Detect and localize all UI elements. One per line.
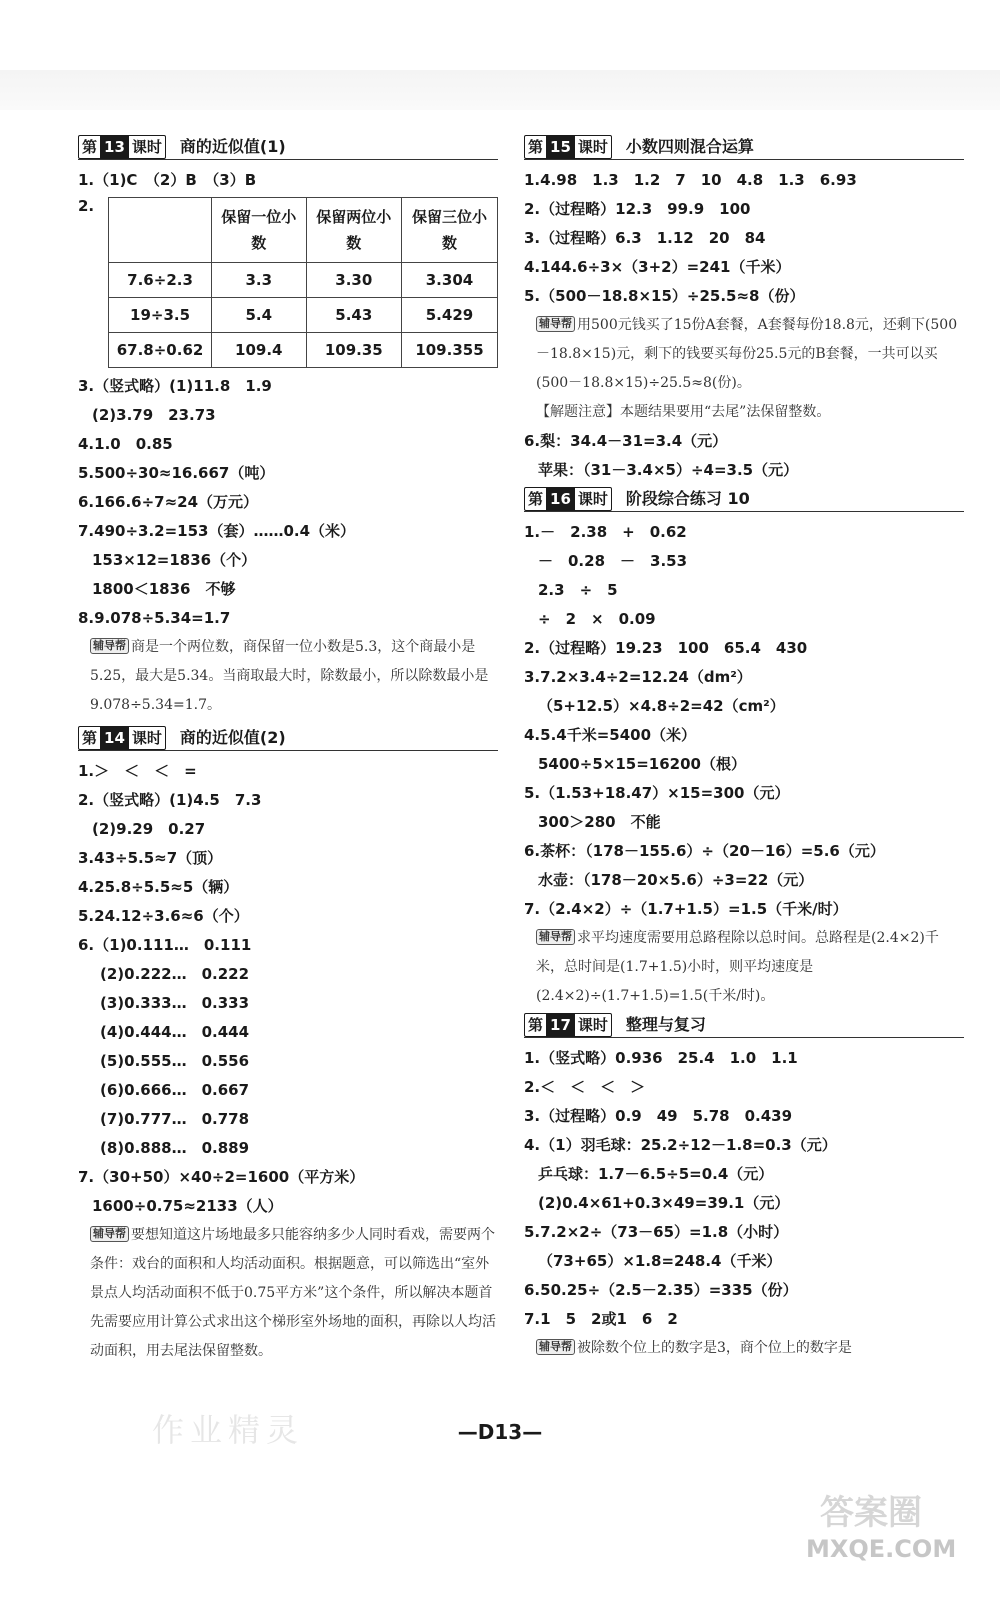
badge-prefix: 第 xyxy=(528,490,544,508)
answer-line: (4)0.444… 0.444 xyxy=(100,1023,250,1041)
answer-line: 6.50.25÷（2.5－2.35）=335（份） xyxy=(524,1281,798,1299)
answer-line: ÷ 2 × 0.09 xyxy=(538,610,656,628)
lesson13-header xyxy=(78,133,498,160)
lesson16-title: 阶段综合练习 10 xyxy=(625,489,750,508)
answer-line: 4.5.4千米=5400（米） xyxy=(524,726,697,744)
badge-number: 15 xyxy=(546,136,575,158)
lesson15-title: 小数四则混合运算 xyxy=(625,137,754,156)
lesson14-header xyxy=(78,724,498,751)
top-shadow-band xyxy=(0,70,1000,110)
badge-prefix: 第 xyxy=(82,729,98,747)
answer-line: (2)3.79 23.73 xyxy=(92,406,216,424)
answer-line: (3)0.333… 0.333 xyxy=(100,994,250,1012)
lesson14-title: 商的近似值(2) xyxy=(179,728,286,747)
answer-line: 1.（竖式略）0.936 25.4 1.0 1.1 xyxy=(524,1049,798,1067)
page-number: —D13— xyxy=(457,1420,543,1444)
answer-line: 乒乓球：1.7－6.5÷5=0.4（元） xyxy=(538,1165,774,1183)
answer-line: 2.＜ ＜ ＜ ＞ xyxy=(524,1078,646,1096)
answer-line: (2)9.29 0.27 xyxy=(92,820,206,838)
badge-prefix: 第 xyxy=(528,138,544,156)
tutor-note xyxy=(78,1221,498,1366)
answer-line: 4.（1）羽毛球：25.2÷12－1.8=0.3（元） xyxy=(524,1136,837,1154)
tutor-note-text: 要想知道这片场地最多只能容纳多少人同时看戏，需要两个条件：戏台的面积和人均活动面积。根据题意，可以筛选出“室外景点人均活动面积不低于0.75平方米”这个条件，所以解决本题首先需要应用计算公式求出这个梯形室外场地的面积，再除以人均活动面积，用去尾法保留整数。 xyxy=(90,1227,496,1359)
lesson17-title: 整理与复习 xyxy=(625,1015,706,1034)
answer-line: 苹果：（31－3.4×5）÷4=3.5（元） xyxy=(538,461,799,479)
table-header-cell: 保留一位小数 xyxy=(211,198,306,263)
table-row xyxy=(109,333,498,368)
lesson15-badge xyxy=(524,135,612,159)
lesson16-badge xyxy=(524,487,612,511)
answer-line: (2)0.4×61+0.3×49=39.1（元） xyxy=(538,1194,790,1212)
answer-line: 5400÷5×15=16200（根） xyxy=(538,755,746,773)
table-cell: 3.30 xyxy=(306,263,401,298)
answer-line: 7.490÷3.2=153（套）……0.4（米） xyxy=(78,522,356,540)
answer-line: （73+65）×1.8=248.4（千米） xyxy=(538,1252,782,1270)
answer-line: 水壶：（178－20×5.6）÷3=22（元） xyxy=(538,871,814,889)
answer-line: 7.（30+50）×40÷2=1600（平方米） xyxy=(78,1168,365,1186)
answer-line: 7.1 5 2或1 6 2 xyxy=(524,1310,678,1328)
answer-line: 1.（1)C （2）B （3）B xyxy=(78,171,257,189)
table-cell: 67.8÷0.62 xyxy=(109,333,212,368)
tutor-note-text: 被除数个位上的数字是3，商个位上的数字是 xyxy=(577,1340,852,1356)
badge-suffix: 课时 xyxy=(577,138,608,156)
table-cell: 109.35 xyxy=(306,333,401,368)
answer-line: (8)0.888… 0.889 xyxy=(100,1139,250,1157)
table-cell-empty xyxy=(109,198,212,263)
tutor-tag: 辅导帮 xyxy=(536,929,575,945)
answer-line: 6.（1)0.111… 0.111 xyxy=(78,936,252,954)
badge-suffix: 课时 xyxy=(577,490,608,508)
answer-label: 2. xyxy=(78,197,95,215)
answer-line: 6.茶杯：（178－155.6）÷（20－16）=5.6（元） xyxy=(524,842,885,860)
answer-line: 8.9.078÷5.34=1.7 xyxy=(78,609,231,627)
answer-line: 4.1.0 0.85 xyxy=(78,435,173,453)
tutor-note xyxy=(524,924,964,1011)
table-cell: 19÷3.5 xyxy=(109,298,212,333)
answer-line: 3.（竖式略）(1)11.8 1.9 xyxy=(78,377,272,395)
answer-table-block xyxy=(78,195,498,372)
tutor-tag: 辅导帮 xyxy=(90,638,129,654)
badge-prefix: 第 xyxy=(528,1016,544,1034)
lesson17-header xyxy=(524,1011,964,1038)
answer-line: 1600÷0.75≈2133（人） xyxy=(92,1197,283,1215)
badge-number: 16 xyxy=(546,488,575,510)
tutor-note-text: 求平均速度需要用总路程除以总时间。总路程是(2.4×2)千米，总时间是(1.7+1.5)小时，则平均速度是(2.4×2)÷(1.7+1.5)=1.5(千米/时)。 xyxy=(536,930,939,1004)
site-url-watermark: MXQE.COM xyxy=(806,1535,957,1563)
lesson16-header xyxy=(524,485,964,512)
tutor-tag: 辅导帮 xyxy=(536,1339,575,1355)
tutor-tag: 辅导帮 xyxy=(90,1226,129,1242)
answer-line: (2)0.222… 0.222 xyxy=(100,965,250,983)
answer-line: － 0.28 － 3.53 xyxy=(538,552,688,570)
answer-line: 4.25.8÷5.5≈5（辆） xyxy=(78,878,239,896)
answer-line: 1.－ 2.38 + 0.62 xyxy=(524,523,687,541)
tutor-note-text: 商是一个两位数，商保留一位小数是5.3，这个商最小是5.25，最大是5.34。当商取最大时，除数最小，所以除数最小是9.078÷5.34=1.7。 xyxy=(90,639,489,713)
table-header-cell: 保留三位小数 xyxy=(401,198,497,263)
answer-line: (7)0.777… 0.778 xyxy=(100,1110,250,1128)
answer-line: 2.（过程略）19.23 100 65.4 430 xyxy=(524,639,808,657)
lesson13-badge xyxy=(78,135,166,159)
answer-line: 1.＞ ＜ ＜ = xyxy=(78,762,197,780)
answer-line: 2.（竖式略）(1)4.5 7.3 xyxy=(78,791,262,809)
answer-line: 7.（2.4×2）÷（1.7+1.5）=1.5（千米/时） xyxy=(524,900,848,918)
answer-line: 4.144.6÷3×（3+2）=241（千米） xyxy=(524,258,791,276)
left-column xyxy=(78,133,498,1366)
site-logo-watermark: 答案圈 xyxy=(820,1493,922,1533)
table-header-cell: 保留两位小数 xyxy=(306,198,401,263)
answer-line: 5.24.12÷3.6≈6（个） xyxy=(78,907,249,925)
answer-line: 3.43÷5.5≈7（顶） xyxy=(78,849,223,867)
answer-line: 1800＜1836 不够 xyxy=(92,580,236,598)
table-cell: 5.4 xyxy=(211,298,306,333)
right-column xyxy=(524,133,964,1363)
badge-suffix: 课时 xyxy=(131,138,162,156)
badge-number: 17 xyxy=(546,1014,575,1036)
answer-line: (5)0.555… 0.556 xyxy=(100,1052,250,1070)
approx-table xyxy=(108,197,498,368)
answer-line: 5.（1.53+18.47）×15=300（元） xyxy=(524,784,790,802)
tutor-note xyxy=(78,633,498,720)
table-row xyxy=(109,263,498,298)
badge-suffix: 课时 xyxy=(577,1016,608,1034)
table-cell: 109.4 xyxy=(211,333,306,368)
answer-line: 6.166.6÷7≈24（万元） xyxy=(78,493,259,511)
answer-line: 3.（过程略）0.9 49 5.78 0.439 xyxy=(524,1107,793,1125)
table-cell: 109.355 xyxy=(401,333,497,368)
answer-line: 5.（500－18.8×15）÷25.5≈8（份） xyxy=(524,287,805,305)
lesson13-title: 商的近似值(1) xyxy=(179,137,286,156)
answer-line: 5.7.2×2÷（73－65）=1.8（小时） xyxy=(524,1223,789,1241)
answer-line: 5.500÷30≈16.667（吨） xyxy=(78,464,275,482)
tutor-note xyxy=(524,311,964,398)
lesson15-header xyxy=(524,133,964,160)
table-cell: 3.3 xyxy=(211,263,306,298)
badge-number: 14 xyxy=(100,727,129,749)
answer-line: 2.3 ÷ 5 xyxy=(538,581,618,599)
table-cell: 7.6÷2.3 xyxy=(109,263,212,298)
answer-line: 3.（过程略）6.3 1.12 20 84 xyxy=(524,229,766,247)
lesson17-badge xyxy=(524,1013,612,1037)
answer-line: 2.（过程略）12.3 99.9 100 xyxy=(524,200,751,218)
badge-suffix: 课时 xyxy=(131,729,162,747)
solving-note: 【解题注意】本题结果要用“去尾”法保留整数。 xyxy=(536,404,831,420)
table-cell: 5.43 xyxy=(306,298,401,333)
answer-line: 1.4.98 1.3 1.2 7 10 4.8 1.3 6.93 xyxy=(524,171,857,189)
lesson14-badge xyxy=(78,726,166,750)
table-row xyxy=(109,298,498,333)
answer-line: 3.7.2×3.4÷2=12.24（dm²） xyxy=(524,668,752,686)
badge-prefix: 第 xyxy=(82,138,98,156)
badge-number: 13 xyxy=(100,136,129,158)
table-cell: 3.304 xyxy=(401,263,497,298)
tutor-note xyxy=(524,1334,964,1363)
table-cell: 5.429 xyxy=(401,298,497,333)
tutor-tag: 辅导帮 xyxy=(536,316,575,332)
answer-line: 6.梨：34.4－31=3.4（元） xyxy=(524,432,728,450)
table-header-row xyxy=(109,198,498,263)
faint-watermark: 作业精灵 xyxy=(152,1411,305,1449)
answer-line: (6)0.666… 0.667 xyxy=(100,1081,250,1099)
answer-line: 153×12=1836（个） xyxy=(92,551,257,569)
answer-line: （5+12.5）×4.8÷2=42（cm²） xyxy=(538,697,785,715)
tutor-note-text: 用500元钱买了15份A套餐，A套餐每份18.8元，还剩下(500－18.8×15)元，剩下的钱要买每份25.5元的B套餐，一共可以买(500－18.8×15)÷25.5≈8(份)。 xyxy=(536,317,958,391)
answer-line: 300＞280 不能 xyxy=(538,813,661,831)
